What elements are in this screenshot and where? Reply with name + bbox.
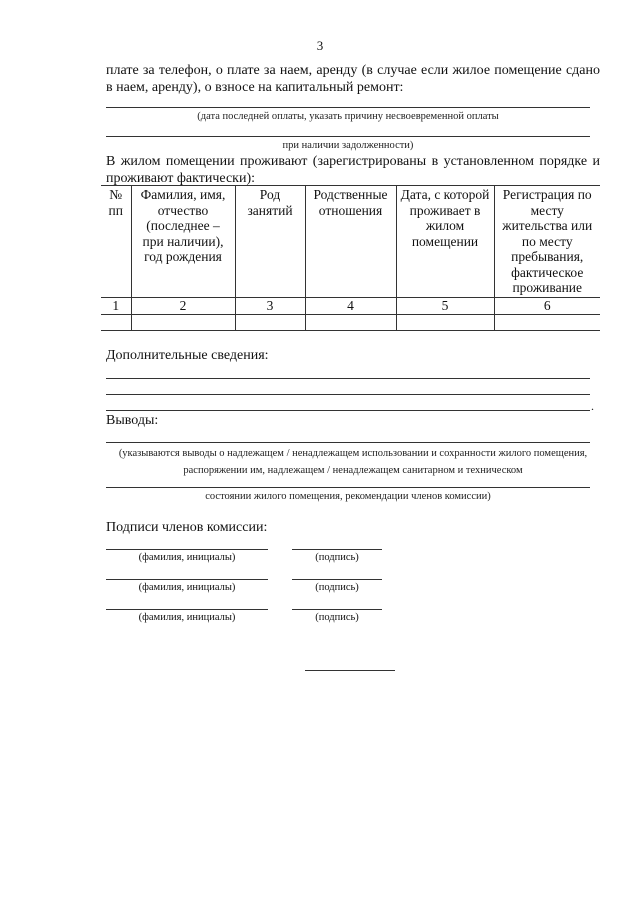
name-line <box>106 549 268 550</box>
signature-caption: (подпись) <box>315 552 359 563</box>
additional-line-1 <box>106 378 590 379</box>
column-number: 2 <box>131 298 235 315</box>
table-column-numbers <box>101 298 600 315</box>
end-divider <box>305 670 395 671</box>
additional-line-2 <box>106 394 590 395</box>
header-occupation: Род занятий <box>235 186 305 298</box>
column-number: 3 <box>235 298 305 315</box>
conclusions-caption-1: (указываются выводы о надлежащем / ненадлежащем использовании и сохранности жилого помещения, распоряжении им, надлежащем / ненадлежащем санитарном и техническом <box>118 448 588 476</box>
signature-line <box>292 609 382 610</box>
table-cell <box>494 314 600 330</box>
header-relationship: Родственные отношения <box>305 186 396 298</box>
table-cell <box>235 314 305 330</box>
name-caption: (фамилия, инициалы) <box>138 612 236 623</box>
payment-line-2 <box>106 136 590 137</box>
conclusions-line-1 <box>106 442 590 443</box>
signature-line <box>292 549 382 550</box>
residents-paragraph: В жилом помещении проживают (зарегистрированы в установленном порядке и проживают фактически): <box>106 154 600 186</box>
residents-table <box>101 185 600 331</box>
signatures-label: Подписи членов комиссии: <box>106 520 268 535</box>
signature-line <box>292 579 382 580</box>
table-row <box>101 314 600 330</box>
signature-caption: (подпись) <box>315 612 359 623</box>
table-cell <box>305 314 396 330</box>
header-number: № пп <box>101 186 131 298</box>
table-cell <box>131 314 235 330</box>
additional-info-label: Дополнительные сведения: <box>106 348 269 363</box>
payment-line-1 <box>106 107 590 108</box>
name-line <box>106 579 268 580</box>
column-number: 6 <box>494 298 600 315</box>
table-header-row <box>101 186 600 298</box>
header-residence-date: Дата, с которой проживает в жилом помещении <box>396 186 494 298</box>
header-full-name: Фамилия, имя, отчество (последнее – при наличии), год рождения <box>131 186 235 298</box>
signature-caption: (подпись) <box>315 582 359 593</box>
additional-end-mark: . <box>591 399 594 413</box>
column-number: 5 <box>396 298 494 315</box>
conclusions-caption-2: состоянии жилого помещения, рекомендации членов комиссии) <box>205 491 491 502</box>
header-registration: Регистрация по месту жительства или по месту пребывания, фактическое проживание <box>494 186 600 298</box>
table-cell <box>396 314 494 330</box>
name-caption: (фамилия, инициалы) <box>138 582 236 593</box>
page-number: 3 <box>316 38 324 53</box>
payment-caption-1: (дата последней оплаты, указать причину несвоевременной оплаты <box>197 111 499 122</box>
column-number: 4 <box>305 298 396 315</box>
column-number: 1 <box>101 298 131 315</box>
conclusions-line-2 <box>106 487 590 488</box>
table-cell <box>101 314 131 330</box>
name-caption: (фамилия, инициалы) <box>138 552 236 563</box>
payment-caption-2: при наличии задолженности) <box>282 140 414 151</box>
conclusions-label: Выводы: <box>106 413 159 428</box>
additional-line-3 <box>106 410 590 411</box>
name-line <box>106 609 268 610</box>
intro-paragraph: плате за телефон, о плате за наем, аренду (в случае если жилое помещение сдано в наем, аренду), о взносе на капитальный ремонт: <box>106 63 600 95</box>
